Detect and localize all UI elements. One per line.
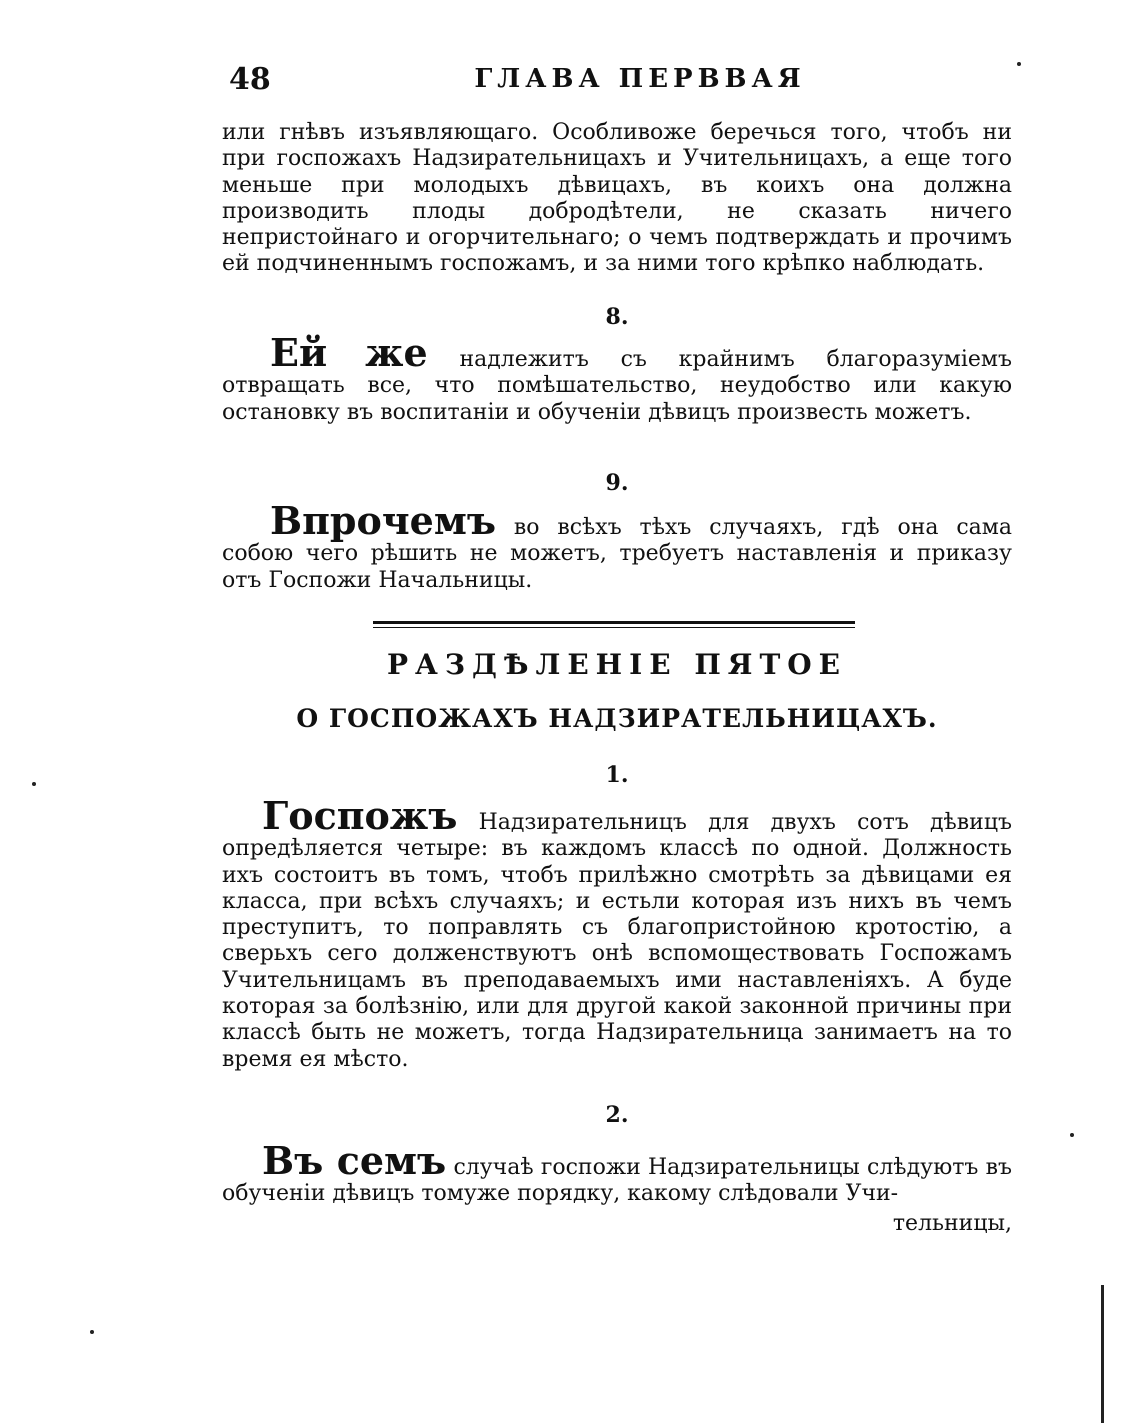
division-subtitle: О ГОСПОЖАХЪ НАДЗИРАТЕЛЬНИЦАХЪ.	[296, 704, 938, 733]
paragraph-8-lead: Ей же	[270, 330, 428, 375]
paragraph-2-text: случаѣ госпожи Надзирательницы слѣдуютъ въ обученіи дѣвицъ томуже порядку, какому слѣдовали Учи-	[222, 1155, 1012, 1207]
paragraph-2-last-line: тельницы,	[892, 1211, 1012, 1236]
scan-speck	[32, 782, 36, 786]
section-number-9: 9.	[605, 470, 629, 496]
paragraph-9	[222, 498, 1012, 594]
scan-speck	[1070, 1133, 1074, 1137]
paragraph-2-lead: Въ семъ	[262, 1138, 447, 1183]
section-number-1: 1.	[605, 762, 629, 788]
section-number-8: 8.	[605, 304, 629, 330]
paragraph-8-text: надлежитъ съ крайнимъ благоразуміемъ отвращать все, что помѣшательство, неудобство или какую остановку въ воспитаніи и обученіи дѣвицъ произвесть можетъ.	[222, 347, 1012, 425]
paragraph-8	[222, 330, 1012, 426]
paragraph-continued: или гнѣвъ изъявляющаго. Особливоже беречься того, чтобъ ни при госпожахъ Надзирательницахъ и Учительницахъ, а еще того меньше при молодыхъ дѣвицахъ, въ коихъ она должна производить плоды добродѣтели, не сказать ничего непристойнаго и огорчительнаго; о чемъ подтверждать и прочимъ ей подчиненнымъ госпожамъ, и за ними того крѣпко наблюдать.	[222, 120, 1012, 277]
paragraph-9-lead: Впрочемъ	[270, 498, 496, 543]
paragraph-1-text: Надзирательницъ для двухъ сотъ дѣвицъ опредѣляется четыре: въ каждомъ классѣ по одной. Должность ихъ состоитъ въ томъ, чтобъ прилѣжно смотрѣть за дѣвицами ея класса, при всѣхъ случаяхъ; и естьли которая изъ нихъ въ чемъ преступитъ, то поправлять съ благопристойною кротостію, а сверьхъ сего долженствуютъ онѣ вспомоществовать Госпожамъ Учительницамъ въ преподаваемыхъ ими наставленіяхъ. А буде которая за болѣзнію, или для другой какой законной причины при классѣ быть не можетъ, тогда Надзирательница занимаетъ на то время ея мѣсто.	[222, 810, 1012, 1072]
page-header	[225, 62, 1015, 102]
paragraph-1	[222, 793, 1012, 1073]
scan-speck	[90, 1330, 94, 1334]
section-number-2: 2.	[605, 1102, 629, 1128]
running-head: ГЛАВА ПЕРВВАЯ	[474, 64, 806, 94]
paragraph-2	[222, 1138, 1012, 1208]
division-rule	[373, 621, 855, 624]
paragraph-9-text: во всѣхъ тѣхъ случаяхъ, гдѣ она сама собою чего рѣшить не можетъ, требуетъ наставленія и приказу отъ Госпожи Начальницы.	[222, 515, 1012, 593]
page-number: 48	[229, 62, 271, 97]
scan-margin-line	[1101, 1285, 1104, 1423]
division-title: РАЗДѢЛЕНІЕ ПЯТОЕ	[386, 648, 848, 681]
scan-speck	[1017, 62, 1021, 66]
paragraph-1-lead: Госпожъ	[262, 793, 458, 838]
